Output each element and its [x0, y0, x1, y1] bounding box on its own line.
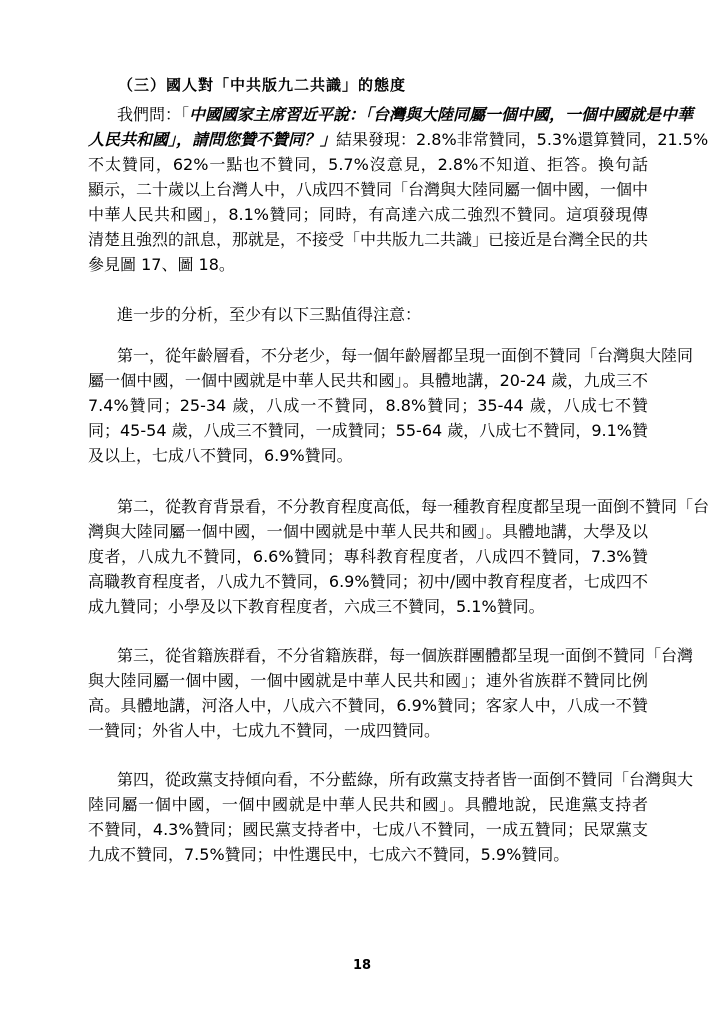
- paragraph-party-support: [88, 767, 694, 867]
- text-line: 屬一個中國，一個中國就是中華人民共和國」。具體地講，20-24 歲，九成三不: [88, 371, 648, 390]
- text-line: 同；45-54 歲，八成三不贊同，一成贊同；55-64 歲，八成七不贊同，9.1%贊: [88, 421, 648, 440]
- text-line: 第一，從年齡層看，不分老少，每一個年齡層都呈現一面倒不贊同「台灣與大陸同: [117, 346, 694, 365]
- paragraph-ethnic-groups: [88, 643, 694, 743]
- text-line: 及以上，七成八不贊同，6.9%贊同。: [88, 446, 353, 465]
- text-line: 中華人民共和國」，8.1%贊同；同時，有高達六成二強烈不贊同。這項發現傳: [88, 205, 648, 224]
- text-line: 九成不贊同，7.5%贊同；中性選民中，七成六不贊同，5.9%贊同。: [88, 845, 570, 864]
- question-intro: 我們問：「: [117, 105, 190, 124]
- page-number: 18: [352, 958, 372, 973]
- text-line: 參見圖 17、圖 18。: [88, 255, 235, 274]
- text-line: 陸同屬一個中國，一個中國就是中華人民共和國」。具體地說，民進黨支持者: [88, 795, 648, 814]
- text-line: 灣與大陸同屬一個中國，一個中國就是中華人民共和國」。具體地講，大學及以: [88, 522, 648, 541]
- paragraph-question-results: [88, 102, 709, 277]
- text-line: 第四，從政黨支持傾向看，不分藍綠，所有政黨支持者皆一面倒不贊同「台灣與大: [117, 770, 694, 789]
- paragraph-education: [88, 494, 710, 619]
- results-intro: 結果發現：2.8%非常贊同，5.3%還算贊同，21.5%: [336, 130, 709, 149]
- text-line: 第三，從省籍族群看，不分省籍族群，每一個族群團體都呈現一面倒不贊同「台灣: [117, 646, 694, 665]
- text-line: 7.4%贊同；25-34 歲，八成一不贊同，8.8%贊同；35-44 歲，八成七不贊: [88, 396, 648, 415]
- text-line: 成九贊同；小學及以下教育程度者，六成三不贊同，5.1%贊同。: [88, 597, 545, 616]
- paragraph-age-groups: [88, 343, 694, 468]
- text-line: 度者，八成九不贊同，6.6%贊同；專科教育程度者，八成四不贊同，7.3%贊: [88, 547, 648, 566]
- text-line: 顯示，二十歲以上台灣人中，八成四不贊同「台灣與大陸同屬一個中國，一個中: [88, 180, 648, 199]
- survey-question-end: 人民共和國」，請問您贊不贊同？」: [88, 130, 337, 149]
- text-line: 高。具體地講，河洛人中，八成六不贊同，6.9%贊同；客家人中，八成一不贊: [88, 696, 648, 715]
- text-line: 一贊同；外省人中，七成九不贊同，一成四贊同。: [88, 721, 441, 740]
- section-heading: （三）國人對「中共版九二共識」的態度: [118, 76, 407, 94]
- text-line: 清楚且強烈的訊息，那就是，不接受「中共版九二共識」已接近是台灣全民的共: [88, 230, 648, 249]
- text-line: 不太贊同，62%一點也不贊同，5.7%沒意見，2.8%不知道、拒答。換句話: [88, 155, 648, 174]
- text-line: [88, 102, 694, 127]
- paragraph-analysis-intro: [88, 302, 648, 327]
- survey-question: 中國國家主席習近平說：「台灣與大陸同屬一個中國，一個中國就是中華: [189, 105, 694, 124]
- text-line: 與大陸同屬一個中國，一個中國就是中華人民共和國」；連外省族群不贊同比例: [88, 671, 648, 690]
- text-line: 不贊同，4.3%贊同；國民黨支持者中，七成八不贊同，一成五贊同；民眾黨支: [88, 820, 648, 839]
- text-line: 進一步的分析，至少有以下三點值得注意：: [117, 305, 422, 324]
- text-line: 高職教育程度者，八成九不贊同，6.9%贊同；初中/國中教育程度者，七成四不: [88, 572, 648, 591]
- text-line: 第二，從教育背景看，不分教育程度高低，每一種教育程度都呈現一面倒不贊同「台: [117, 497, 710, 516]
- text-line: [88, 127, 709, 152]
